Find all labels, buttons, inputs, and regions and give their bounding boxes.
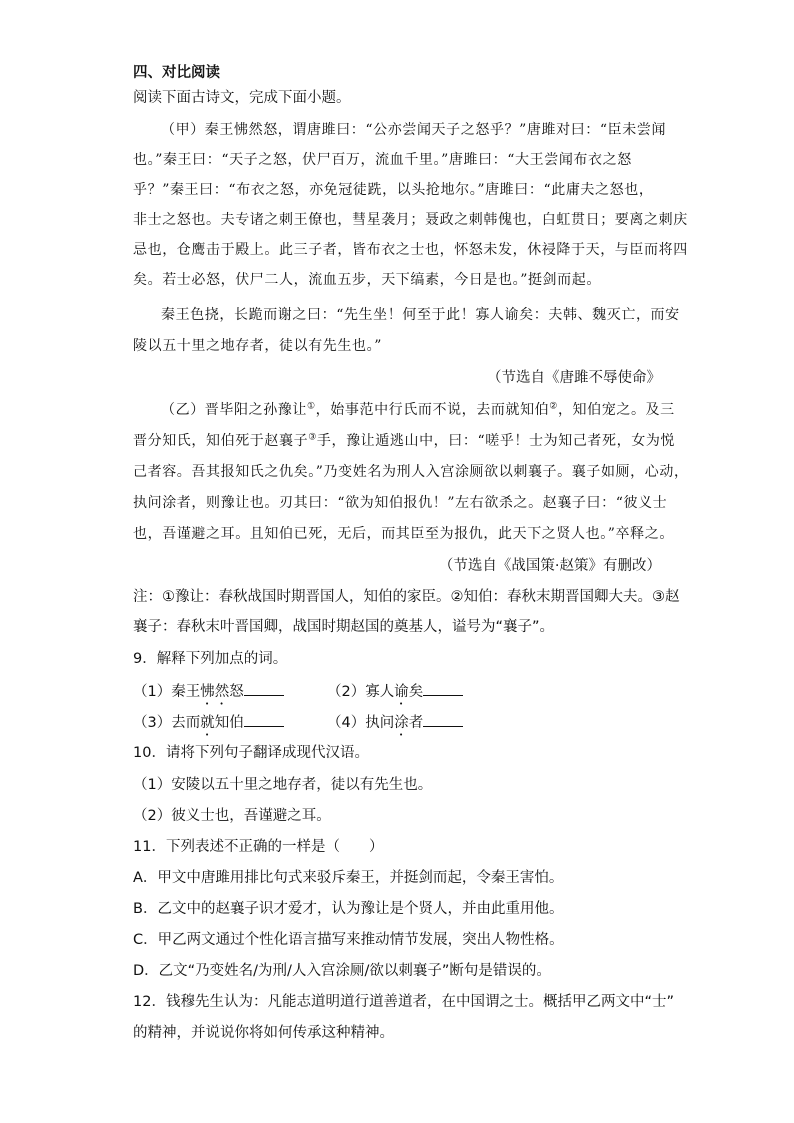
question-12-stem: 12．钱穆先生认为：凡能志道明道行道善道者，在中国谓之士。概括甲乙两文中“士” [133, 994, 674, 1010]
dotted-word: 怫然 [200, 684, 230, 700]
question-10-item: （1）安陵以五十里之地存者，徒以有先生也。 [133, 777, 433, 793]
question-11-option-b: B．乙文中的赵襄子识才爱才，认为豫让是个贤人，并由此重用他。 [133, 901, 564, 917]
footnotes-line: 襄子：春秋末叶晋国卿，战国时期赵国的奠基人，谥号为“襄子”。 [133, 619, 555, 635]
footnote-marker: ② [549, 401, 558, 412]
question-11-option-d: D．乙文“乃变姓名/为刑/人入宫涂厕/欲以刺襄子”断句是错误的。 [133, 963, 551, 979]
passage-b-line: （乙）晋毕阳之孙豫让①，始事范中行氏而不说，去而就知伯②，知伯宠之。及三 [161, 401, 675, 418]
passage-a-line: 也。”秦王曰：“天子之怒，伏尸百万，流血千里。”唐雎曰：“大王尝闻布衣之怒 [133, 152, 632, 168]
passage-b-line: 己者容。吾其报知氏之仇矣。”乃变姓名为刑人入宫涂厕欲以刺襄子。襄子如厕，心动， [133, 464, 689, 480]
question-9-item: （4）执问涂者 [327, 712, 463, 739]
passage-a-line: （甲）秦王怫然怒，谓唐雎曰：“公亦尝闻天子之怒乎？”唐雎对曰：“臣未尝闻 [161, 122, 667, 138]
passage-b-line: 也，吾谨避之耳。且知伯已死，无后，而其臣至为报仇，此天下之贤人也。”卒释之。 [133, 526, 674, 542]
question-9-item: （3）去而就知伯 [133, 712, 284, 739]
dotted-word: 就 [200, 715, 215, 731]
section-title: 四、对比阅读 [133, 65, 220, 81]
question-11-option-c: C．甲乙两文通过个性化语言描写来推动情节发展，突出人物性格。 [133, 932, 564, 948]
passage-a-line: 陵以五十里之地存者，徒以有先生也。” [133, 338, 382, 354]
answer-blank[interactable] [423, 681, 463, 696]
footnotes-line: 注：①豫让：春秋战国时期晋国人，知伯的家臣。②知伯：春秋末期晋国卿大夫。③赵 [133, 589, 680, 605]
question-11-option-a: A．甲文中唐雎用排比句式来驳斥秦王，并挺剑而起，令秦王害怕。 [133, 870, 564, 886]
passage-a-line: 矣。若士必怒，伏尸二人，流血五步，天下缟素，今日是也。”挺剑而起。 [133, 272, 601, 288]
dotted-word: 谕 [394, 684, 409, 700]
passage-a-source: （节选自《唐雎不辱使命》 [487, 370, 661, 386]
passage-b-line: 晋分知氏，知伯死于赵襄子③手，豫让遁逃山中，曰：“嗟乎！士为知己者死，女为悦 [133, 432, 676, 449]
passage-a-line: 忌也，仓鹰击于殿上。此三子者，皆布衣之士也，怀怒未发，休祲降于天，与臣而将四 [133, 242, 688, 258]
passage-b-line: 执问涂者，则豫让也。刃其曰：“欲为知伯报仇！”左右欲杀之。赵襄子曰：“彼义士 [133, 495, 668, 511]
question-10-stem: 10．请将下列句子翻译成现代汉语。 [133, 745, 369, 761]
passage-a-line: 非士之怒也。夫专诸之刺王僚也，彗星袭月；聂政之刺韩傀也，白虹贯日；要离之刺庆 [133, 212, 688, 228]
instruction: 阅读下面古诗文，完成下面小题。 [133, 90, 351, 106]
question-12-stem-cont: 的精神，并说说你将如何传承这种精神。 [133, 1025, 394, 1041]
answer-blank[interactable] [244, 681, 284, 696]
dotted-word: 涂 [394, 715, 409, 731]
passage-a-line: 乎？”秦王曰：“布衣之怒，亦免冠徒跣，以头抢地尔。”唐雎曰：“此庸夫之怒也， [133, 182, 654, 198]
passage-b-source: （节选自《战国策·赵策》有删改） [438, 558, 661, 574]
question-10-item: （2）彼义士也，吾谨避之耳。 [133, 808, 331, 824]
question-9-item: （1）秦王怫然怒 [133, 681, 284, 708]
footnote-marker: ③ [308, 432, 317, 443]
question-11-stem: 11．下列表述不正确的一样是（ ） [133, 839, 384, 855]
passage-a-line: 秦王色挠，长跪而谢之曰：“先生坐！何至于此！寡人谕矣：夫韩、魏灭亡，而安 [161, 307, 680, 323]
question-9-item: （2）寡人谕矣 [327, 681, 463, 708]
footnote-marker: ① [307, 401, 316, 412]
question-9-stem: 9．解释下列加点的词。 [133, 651, 288, 667]
answer-blank[interactable] [244, 712, 284, 727]
answer-blank[interactable] [423, 712, 463, 727]
